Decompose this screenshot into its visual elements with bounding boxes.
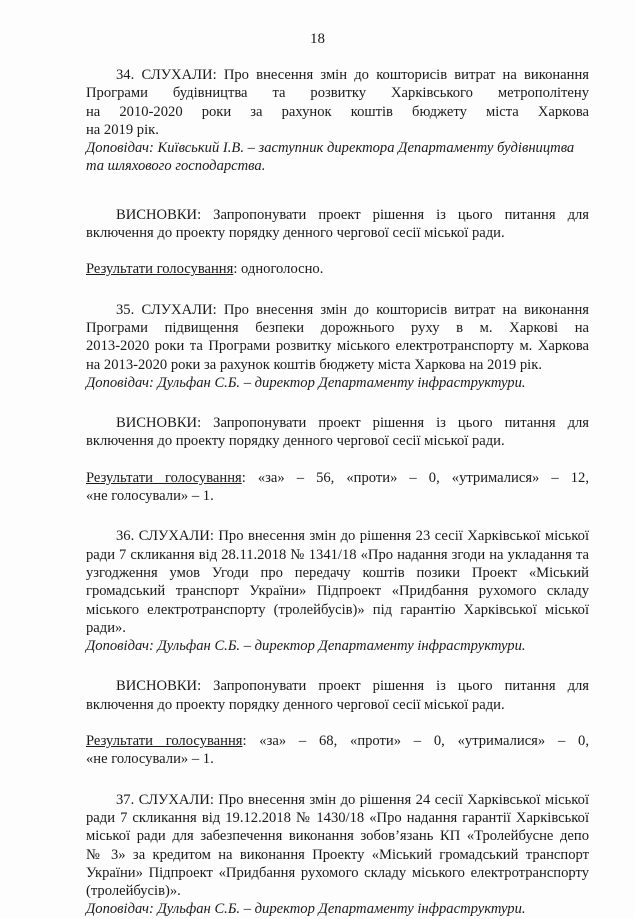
heard-line: ради 7 скликання від 19.12.2018 № 1430/18 «Про надання гарантії Харківської	[86, 809, 589, 826]
heard-line: міської ради для забезпечення виконання зобов’язань КП «Тролейбусне депо	[86, 828, 589, 845]
conclusion-line: включення до проекту порядку денного чергової сесії міської ради.	[86, 225, 505, 242]
heard-line: 35. СЛУХАЛИ: Про внесення змін до кошторисів витрат на виконання	[116, 301, 589, 318]
vote-label: Результати голосування	[86, 469, 242, 486]
heard-line: на 2010-2020 роки за рахунок коштів бюджету міста Харкова	[86, 103, 589, 120]
vote-label: Результати голосування	[86, 733, 243, 750]
heard-line: міського електротранспорту (тролейбусів)» під гарантію Харківської міської	[86, 601, 589, 618]
heard-line: громадський транспорт України» Підпроект «Придбання рухомого складу	[86, 583, 589, 600]
speaker-line: Доповідач: Дульфан С.Б. – директор Департаменту інфраструктури.	[86, 901, 526, 918]
heard-line: 34. СЛУХАЛИ: Про внесення змін до кошторисів витрат на виконання	[116, 67, 589, 83]
agenda-item-35	[86, 301, 589, 506]
conclusion-line: ВИСНОВКИ: Запропонувати проект рішення із цього питання для	[116, 206, 589, 223]
heard-line: узгодження умов Угоди про передачу коштів позики Проект «Міський	[86, 564, 589, 581]
heard-line: Програми будівництва та розвитку Харківського метрополітену	[86, 85, 589, 102]
conclusion-line: включення до проекту порядку денного чергової сесії міської ради.	[86, 433, 505, 450]
page-number: 18	[310, 31, 325, 47]
vote-label: Результати голосування	[86, 261, 234, 278]
minutes-body	[86, 66, 589, 919]
heard-line: України» Підпроект «Придбання рухомого складу міського електротранспорту	[86, 864, 589, 881]
heard-line: ради 7 скликання від 28.11.2018 № 1341/18 «Про надання згоди на укладання та	[86, 546, 589, 563]
heard-line: 37. СЛУХАЛИ: Про внесення змін до рішення 24 сесії Харківської міської	[116, 791, 589, 808]
heard-line: на 2019 рік.	[86, 121, 159, 138]
speaker-line: Доповідач: Дульфан С.Б. – директор Департаменту інфраструктури.	[86, 374, 526, 391]
heard-line: (тролейбусів)».	[86, 883, 181, 900]
vote-text: : «за» – 56, «проти» – 0, «утрималися» – 12,	[241, 469, 589, 486]
agenda-item-36	[86, 527, 589, 768]
conclusion-line: включення до проекту порядку денного чергової сесії міської ради.	[86, 696, 505, 713]
conclusion-line: ВИСНОВКИ: Запропонувати проект рішення із цього питання для	[116, 678, 589, 695]
vote-text: : «за» – 68, «проти» – 0, «утрималися» – 0,	[242, 733, 589, 750]
vote-text-cont: «не голосували» – 1.	[86, 751, 214, 768]
vote-result	[86, 260, 589, 278]
vote-result	[86, 732, 589, 750]
speaker-line: та шляхового господарства.	[86, 158, 266, 175]
agenda-item-37	[86, 791, 589, 919]
speaker-line: Доповідач: Дульфан С.Б. – директор Департаменту інфраструктури.	[86, 638, 526, 655]
heard-line: ради».	[86, 619, 126, 636]
heard-line: 2013-2020 роки та Програми розвитку міського електротранспорту м. Харкова	[86, 338, 589, 355]
vote-text-cont: «не голосували» – 1.	[86, 488, 214, 505]
heard-line: Програми підвищення безпеки дорожнього руху в м. Харкові на	[86, 319, 589, 336]
agenda-item-34	[86, 66, 589, 279]
heard-line: 36. СЛУХАЛИ: Про внесення змін до рішення 23 сесії Харківської міської	[116, 528, 589, 545]
heard-line: № 3» за кредитом на виконання Проекту «Міський громадський транспорт	[86, 846, 589, 863]
vote-text: : одноголосно.	[233, 261, 324, 278]
conclusion-line: ВИСНОВКИ: Запропонувати проект рішення із цього питання для	[116, 415, 589, 432]
speaker-line: Доповідач: Київський І.В. – заступник директора Департаменту будівництва	[86, 140, 575, 157]
heard-line: на 2013-2020 роки за рахунок коштів бюджету міста Харкова на 2019 рік.	[86, 356, 542, 373]
vote-result	[86, 469, 589, 487]
